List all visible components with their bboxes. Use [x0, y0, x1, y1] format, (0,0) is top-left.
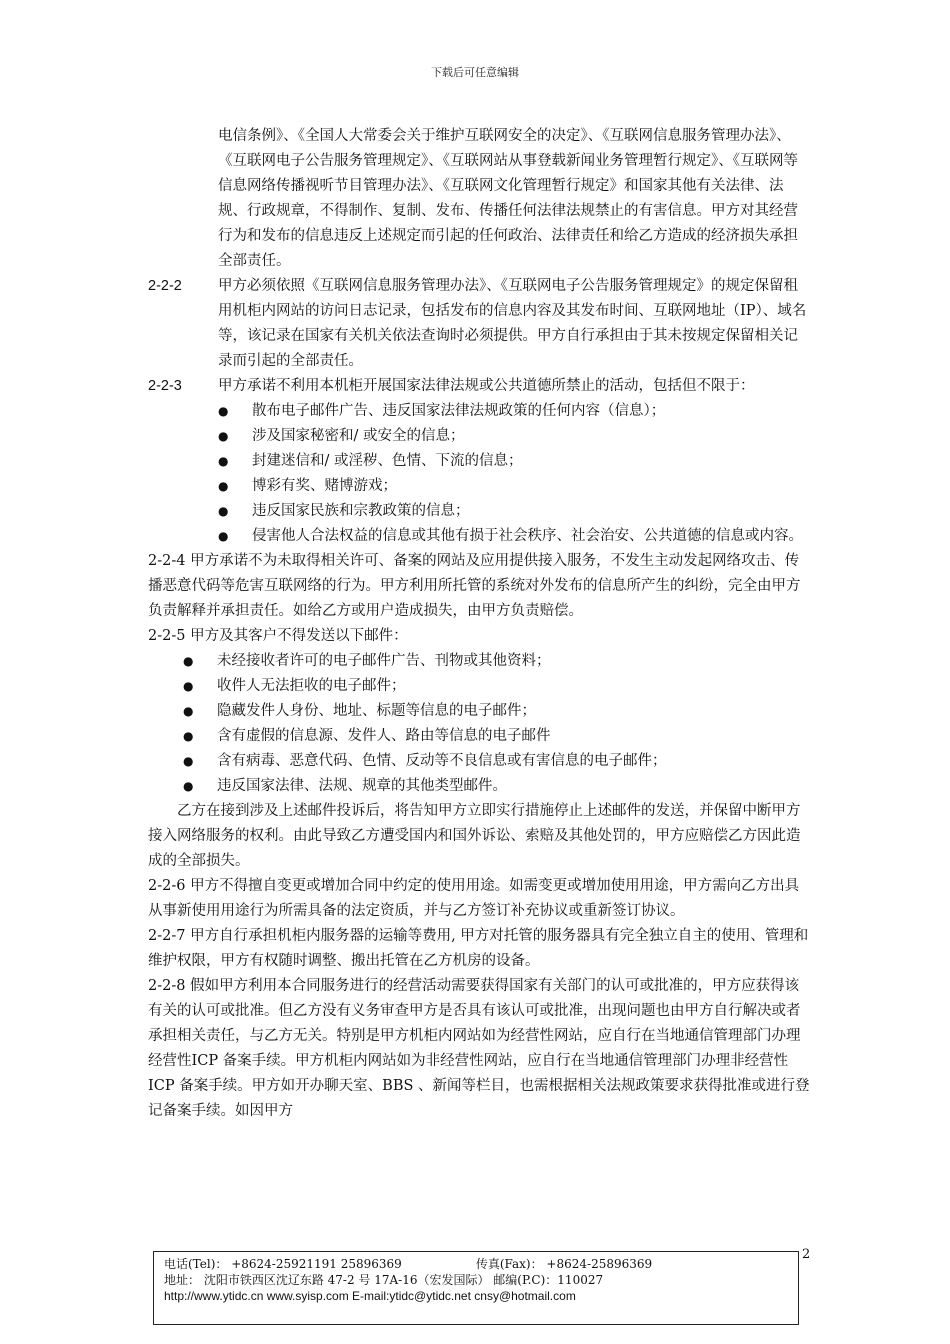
clause-2-2-7: 2-2-7 甲方自行承担机柜内服务器的运输等费用, 甲方对托管的服务器具有完全独立自主的使用、管理和维护权限，甲方有权随时调整、搬出托管在乙方机房的设备。 — [148, 928, 809, 969]
clause-2-2-5-follow: 乙方在接到涉及上述邮件投诉后，将告知甲方立即实行措施停止上述邮件的发送，并保留中断甲方接入网络服务的权利。由此导致乙方遭受国内和国外诉讼、索赔及其他处罚的，甲方应赔偿乙方因此造成的全部损失。 — [148, 803, 801, 869]
clause-2-2-3 — [148, 374, 810, 399]
bullet-icon: ● — [183, 679, 194, 693]
document-body — [148, 124, 810, 1124]
bullet-icon: ● — [218, 479, 229, 493]
continuation-paragraph: 电信条例》、《全国人大常委会关于维护互联网安全的决定》、《互联网信息服务管理办法》、《互联网电子公告服务管理规定》、《互联网站从事登载新闻业务管理暂行规定》、《互联网等信息网络传播视听节目管理办法》、《互联网文化管理暂行规定》和国家其他有关法律、法规、行政规章，不得制作、复制、发布、传播任何法律法规禁止的有害信息。甲方对其经营行为和发布的信息违反上述规定而引起的任何政治、法律责任和给乙方造成的经济损失承担全部责任。 — [218, 128, 798, 269]
clause-2-2-5-intro: 2-2-5 甲方及其客户不得发送以下邮件： — [148, 628, 408, 644]
footer-address: 地址： 沈阳市铁西区沈辽东路 47-2 号 17A-16（宏发国际） 邮编(P.C)：110027 — [164, 1273, 604, 1287]
bullet-list-prohibited-emails — [148, 649, 810, 799]
clause-number: 2-2-3 — [148, 378, 182, 394]
bullet-icon: ● — [183, 779, 194, 793]
page-number: 2 — [802, 1247, 811, 1262]
bullet-list-prohibited-activities — [148, 399, 810, 549]
list-item: ● 违反国家民族和宗教政策的信息； — [148, 499, 810, 524]
footer-tel: 电话(Tel)： +8624-25921191 25896369 — [164, 1257, 402, 1271]
bullet-icon: ● — [218, 504, 229, 518]
clause-number: 2-2-2 — [148, 278, 182, 294]
bullet-icon: ● — [218, 429, 229, 443]
bullet-icon: ● — [183, 754, 194, 768]
clause-2-2-4: 2-2-4 甲方承诺不为未取得相关许可、备案的网站及应用提供接入服务，不发生主动发起网络攻击、传播恶意代码等危害互联网络的行为。甲方利用所托管的系统对外发布的信息所产生的纠纷，完全由甲方负责解释并承担责任。如给乙方或用户造成损失，由甲方负责赔偿。 — [148, 553, 801, 619]
footer-fax: 传真(Fax)： +8624-25896369 — [475, 1257, 653, 1271]
list-item: ● 收件人无法拒收的电子邮件； — [148, 674, 810, 699]
list-item: ● 含有虚假的信息源、发件人、路由等信息的电子邮件 — [148, 724, 810, 749]
footer-web-email: http://www.ytidc.cn www.syisp.com E-mail:ytidc@ytidc.net cnsy@hotmail.com — [164, 1289, 576, 1303]
clause-text: 甲方承诺不利用本机柜开展国家法律法规或公共道德所禁止的活动，包括但不限于： — [218, 378, 755, 394]
list-item: ● 未经接收者许可的电子邮件广告、刊物或其他资料； — [148, 649, 810, 674]
contact-footer — [153, 1251, 799, 1325]
clause-2-2-2 — [148, 274, 810, 374]
list-item: ● 隐藏发件人身份、地址、标题等信息的电子邮件； — [148, 699, 810, 724]
list-item: ● 博彩有奖、赌博游戏； — [148, 474, 810, 499]
list-item: ● 封建迷信和/ 或淫秽、色情、下流的信息； — [148, 449, 810, 474]
bullet-icon: ● — [183, 654, 194, 668]
clause-2-2-8: 2-2-8 假如甲方利用本合同服务进行的经营活动需要获得国家有关部门的认可或批准的，甲方应获得该有关的认可或批准。但乙方没有义务审查甲方是否具有该认可或批准，出现问题也由甲方自行解决或者承担相关责任，与乙方无关。特别是甲方机柜内网站如为经营性网站，应自行在当地通信管理部门办理经营性ICP 备案手续。甲方机柜内网站如为非经营性网站，应自行在当地通信管理部门办理非经营性ICP 备案手续。甲方如开办聊天室、BBS 、新闻等栏目，也需根据相关法规政策要求获得批准或进行登记备案手续。如因甲方 — [148, 978, 810, 1119]
footer-phone-fax — [164, 1256, 788, 1272]
bullet-icon: ● — [183, 729, 194, 743]
header-note: 下载后可任意编辑 — [431, 66, 519, 79]
bullet-icon: ● — [218, 529, 229, 543]
list-item: ● 涉及国家秘密和/ 或安全的信息； — [148, 424, 810, 449]
clause-2-2-6: 2-2-6 甲方不得擅自变更或增加合同中约定的使用用途。如需变更或增加使用用途，甲方需向乙方出具从事新使用用途行为所需具备的法定资质，并与乙方签订补充协议或重新签订协议。 — [148, 878, 800, 919]
list-item: ● 散布电子邮件广告、违反国家法律法规政策的任何内容（信息）； — [148, 399, 810, 424]
bullet-icon: ● — [218, 454, 229, 468]
bullet-icon: ● — [218, 404, 229, 418]
clause-text: 甲方必须依照《互联网信息服务管理办法》、《互联网电子公告服务管理规定》的规定保留租用机柜内网站的访问日志记录，包括发布的信息内容及其发布时间、互联网地址（IP）、域名等，该记录在国家有关机关依法查询时必须提供。甲方自行承担由于其未按规定保留相关记录而引起的全部责任。 — [218, 278, 807, 369]
bullet-icon: ● — [183, 704, 194, 718]
list-item: ● 侵害他人合法权益的信息或其他有损于社会秩序、社会治安、公共道德的信息或内容。 — [148, 524, 810, 549]
list-item: ● 违反国家法律、法规、规章的其他类型邮件。 — [148, 774, 810, 799]
list-item: ● 含有病毒、恶意代码、色情、反动等不良信息或有害信息的电子邮件； — [148, 749, 810, 774]
